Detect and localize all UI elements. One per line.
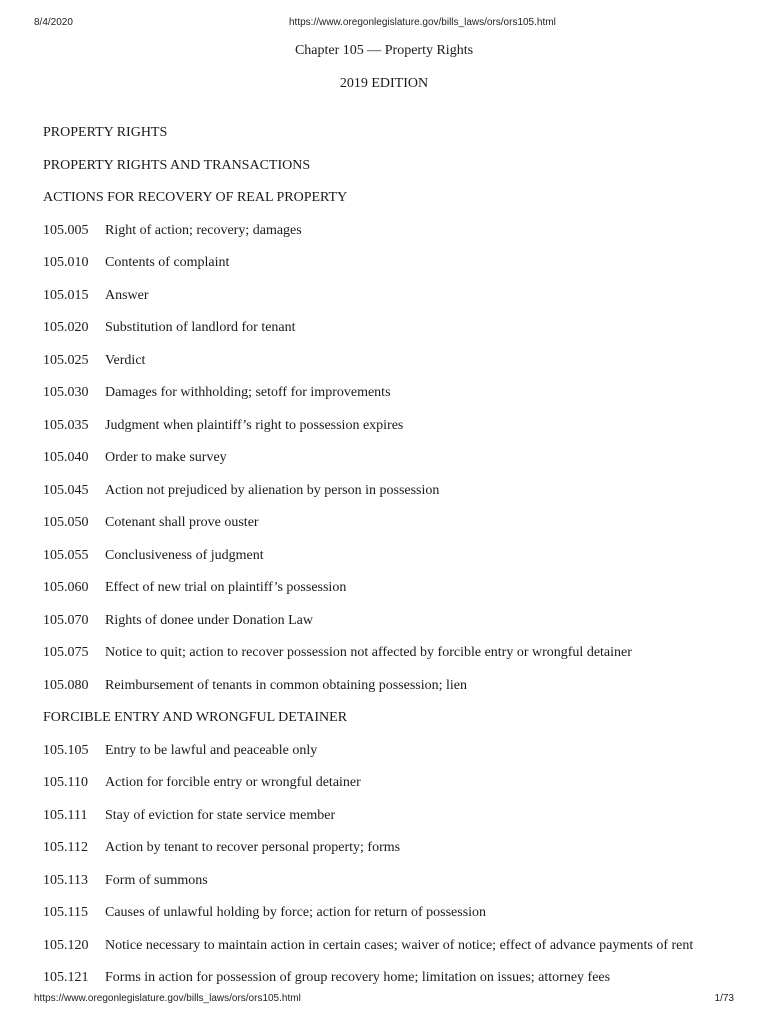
section-title: Action not prejudiced by alienation by person in possession xyxy=(105,482,440,498)
section-number: 105.110 xyxy=(43,775,88,790)
section-title: Causes of unlawful holding by force; action for return of possession xyxy=(105,905,487,920)
section-number: 105.060 xyxy=(43,580,89,595)
toc-section-row[interactable] xyxy=(43,579,743,597)
toc-section-row[interactable] xyxy=(43,969,743,987)
toc-section-row[interactable] xyxy=(43,319,743,337)
section-number: 105.111 xyxy=(43,807,88,823)
section-title: Verdict xyxy=(105,352,146,368)
section-number: 105.075 xyxy=(43,645,89,660)
section-number: 105.020 xyxy=(43,320,89,335)
section-number: 105.055 xyxy=(43,547,89,563)
section-number: 105.015 xyxy=(43,287,89,303)
page-title: Chapter 105 — Property Rights xyxy=(294,43,474,58)
section-title: Effect of new trial on plaintiff’s possession xyxy=(105,580,347,595)
section-number: 105.115 xyxy=(43,905,88,920)
toc-section-row[interactable] xyxy=(43,287,743,305)
section-number: 105.070 xyxy=(43,612,89,628)
toc-section-row[interactable] xyxy=(43,547,743,565)
section-title: Order to make survey xyxy=(105,450,227,465)
edition-label: 2019 EDITION xyxy=(339,76,429,91)
section-title: Damages for withholding; setoff for improvements xyxy=(105,385,391,400)
section-title: Answer xyxy=(105,287,149,303)
table-of-contents xyxy=(43,124,743,1002)
toc-section-row[interactable] xyxy=(43,449,743,467)
toc-section-row[interactable] xyxy=(43,807,743,825)
toc-section-row[interactable] xyxy=(43,644,743,662)
toc-section-row[interactable] xyxy=(43,417,743,435)
print-date: 8/4/2020 xyxy=(34,17,73,28)
section-title: Rights of donee under Donation Law xyxy=(105,612,314,628)
print-header-url: https://www.oregonlegislature.gov/bills_laws/ors/ors105.html xyxy=(289,17,556,28)
section-number: 105.030 xyxy=(43,385,89,400)
section-title: Judgment when plaintiff’s right to possession expires xyxy=(105,417,404,433)
toc-section-row[interactable] xyxy=(43,482,743,500)
section-number: 105.005 xyxy=(43,222,89,238)
toc-heading: PROPERTY RIGHTS xyxy=(43,125,168,140)
section-title: Stay of eviction for state service member xyxy=(105,807,336,823)
toc-section-row[interactable] xyxy=(43,352,743,370)
toc-section-row[interactable] xyxy=(43,222,743,240)
print-footer-url: https://www.oregonlegislature.gov/bills_laws/ors/ors105.html xyxy=(34,993,301,1004)
section-number: 105.080 xyxy=(43,677,89,693)
section-title: Notice to quit; action to recover possession not affected by forcible entry or wrongful detainer xyxy=(105,645,632,660)
toc-section-row[interactable] xyxy=(43,742,743,760)
section-number: 105.035 xyxy=(43,417,89,433)
toc-section-row[interactable] xyxy=(43,677,743,695)
section-number: 105.121 xyxy=(43,970,89,985)
section-number: 105.113 xyxy=(43,872,88,888)
section-title: Entry to be lawful and peaceable only xyxy=(105,742,318,758)
page-number: 1/73 xyxy=(714,993,734,1004)
toc-section-row[interactable] xyxy=(43,904,743,922)
section-number: 105.045 xyxy=(43,482,89,498)
toc-section-row[interactable] xyxy=(43,872,743,890)
section-title: Substitution of landlord for tenant xyxy=(105,320,296,335)
toc-section-row[interactable] xyxy=(43,384,743,402)
section-number: 105.040 xyxy=(43,450,89,465)
section-title: Cotenant shall prove ouster xyxy=(105,515,259,530)
section-title: Action for forcible entry or wrongful detainer xyxy=(105,775,361,790)
toc-heading: PROPERTY RIGHTS AND TRANSACTIONS xyxy=(43,157,311,173)
section-number: 105.025 xyxy=(43,352,89,368)
toc-heading: ACTIONS FOR RECOVERY OF REAL PROPERTY xyxy=(43,190,348,205)
section-number: 105.010 xyxy=(43,255,89,270)
section-title: Forms in action for possession of group recovery home; limitation on issues; attorney fees xyxy=(105,970,611,985)
toc-section-row[interactable] xyxy=(43,839,743,857)
toc-section-row[interactable] xyxy=(43,514,743,532)
section-title: Conclusiveness of judgment xyxy=(105,547,264,563)
toc-heading: FORCIBLE ENTRY AND WRONGFUL DETAINER xyxy=(43,710,348,725)
section-title: Form of summons xyxy=(105,872,208,888)
section-title: Right of action; recovery; damages xyxy=(105,222,302,238)
section-title: Notice necessary to maintain action in certain cases; waiver of notice; effect of advance payments of rent xyxy=(105,937,694,953)
section-title: Reimbursement of tenants in common obtaining possession; lien xyxy=(105,677,468,693)
section-number: 105.105 xyxy=(43,742,89,758)
section-number: 105.112 xyxy=(43,840,88,855)
toc-section-row[interactable] xyxy=(43,774,743,792)
section-title: Contents of complaint xyxy=(105,255,230,270)
toc-section-row[interactable] xyxy=(43,612,743,630)
section-number: 105.050 xyxy=(43,515,89,530)
section-title: Action by tenant to recover personal property; forms xyxy=(105,840,401,855)
section-number: 105.120 xyxy=(43,937,89,953)
toc-section-row[interactable] xyxy=(43,254,743,272)
toc-section-row[interactable] xyxy=(43,937,743,955)
